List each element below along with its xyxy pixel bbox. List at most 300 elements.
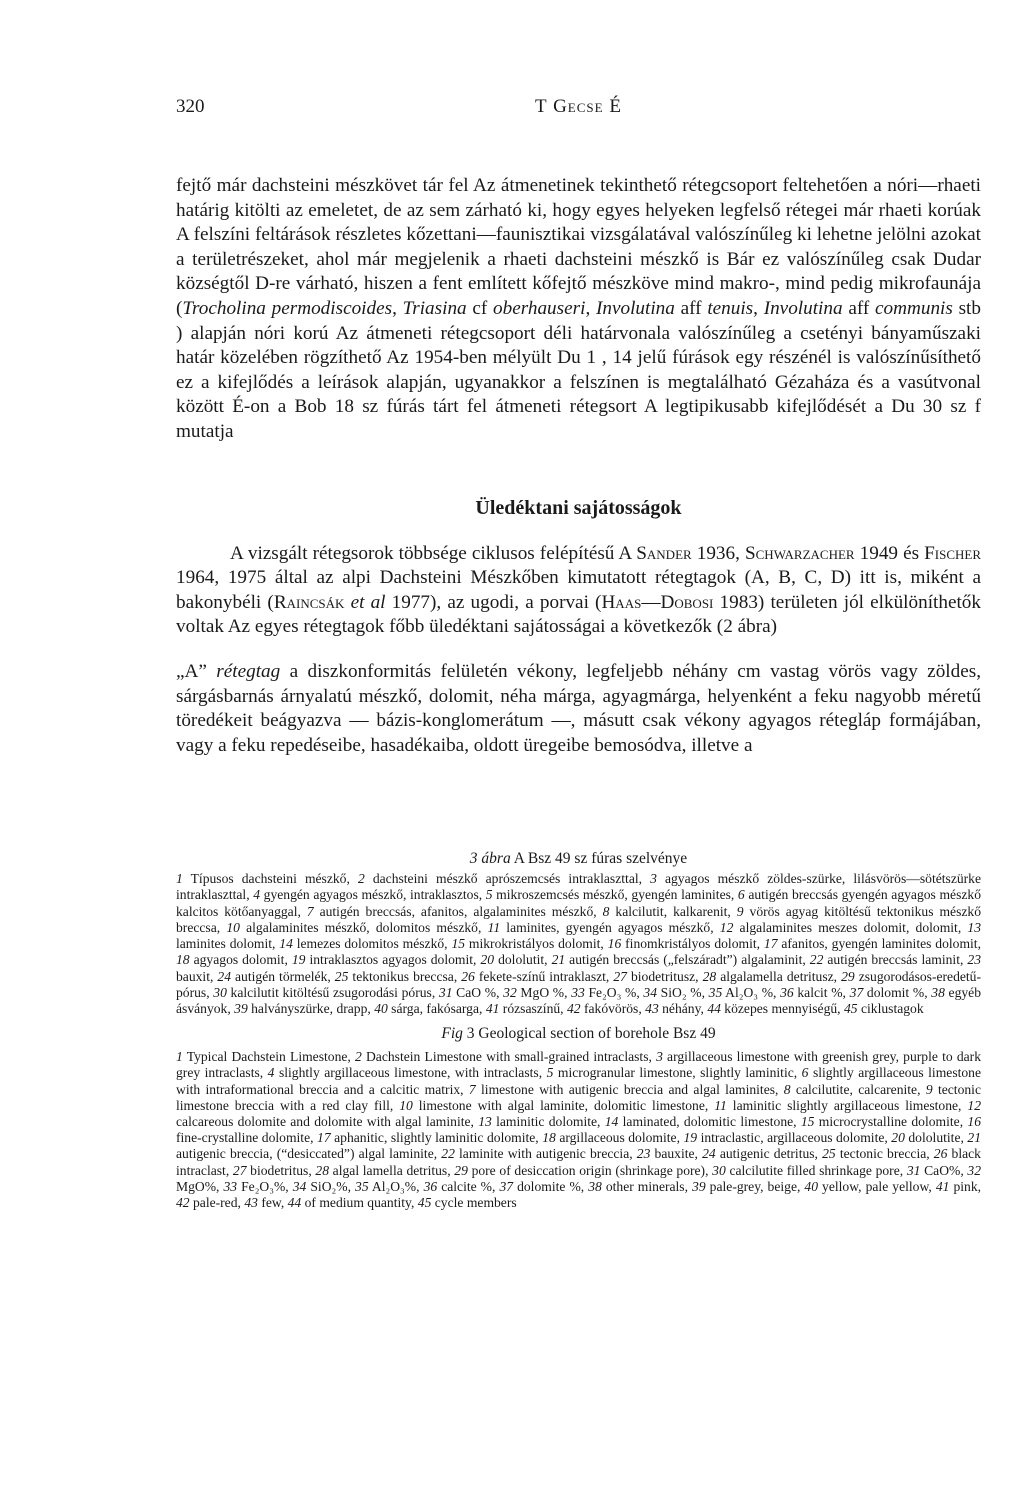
- legend-text: biodetritusz,: [626, 968, 703, 984]
- legend-item: [552, 952, 810, 967]
- legend-number: 38: [931, 984, 945, 1000]
- legend-text: intraclastic, argillaceous dolomite,: [697, 1130, 892, 1146]
- fossil-name: Trocholina permodiscoides: [182, 297, 393, 319]
- legend-text: pore of desiccation origin (shrinkage pore),: [467, 1162, 713, 1178]
- legend-text: halványszürke, drapp,: [247, 1000, 375, 1016]
- legend-item: [213, 985, 439, 1000]
- legend-item: [234, 1001, 374, 1016]
- legend-text: algalamella detritusz,: [716, 968, 842, 984]
- legend-number: 43: [645, 1000, 659, 1016]
- legend-item: [176, 1049, 355, 1064]
- legend-item: [547, 1065, 802, 1080]
- legend-number: 41: [935, 1178, 950, 1194]
- paragraph1-text: fejtő már dachsteini mészkövet tár fel Az átmenetinek tekinthető rétegcsoport feltehetően a nóri—rhaeti határig kitölti az emeletet, de az sem zárható ki, hogy egyes helyeken legfelső rétegei már rhaeti korúak A felszíni feltárások részletes kőzettani—faunisztikai vizsgálatával valószínűleg ki lehetne jelölni azokat a területrészeket, ahol már megjelenik a rhaeti dachsteini mészkő is Bár ez valószínűleg csak Dudar községtől D-re várható, hiszen a fent említett kőfejtő mészköve mind makro-, mind pedig mikrofaunája (: [176, 175, 981, 319]
- legend-number: 21: [967, 1130, 981, 1146]
- legend-text: agyagos dolomit,: [189, 952, 292, 968]
- legend-text: laminites dolomit,: [176, 936, 280, 952]
- legend-text: SiO₂ %,: [657, 984, 709, 1000]
- legend-number: 45: [843, 1000, 858, 1016]
- p2-text-6: 1977), az ugodi, a porvai (: [385, 591, 602, 613]
- legend-number: 1: [176, 871, 183, 887]
- legend-text: microcrystalline dolomite,: [814, 1113, 968, 1129]
- legend-number: 39: [692, 1178, 706, 1194]
- legend-item: [844, 1001, 924, 1016]
- legend-number: 23: [967, 952, 981, 968]
- legend-item: [637, 1146, 702, 1161]
- paragraph-cyclic-sequences: [176, 542, 981, 640]
- author-name: Gecse: [553, 96, 604, 117]
- legend-item: [613, 969, 702, 984]
- legend-text: autigén törmelék,: [231, 968, 335, 984]
- legend-number: 43: [244, 1194, 258, 1210]
- legend-item: [244, 1195, 287, 1210]
- legend-item: [605, 1114, 801, 1129]
- legend-text: Típusos dachsteini mészkő,: [182, 871, 358, 887]
- legend-text: Dachstein Limestone with small-grained intraclasts,: [361, 1049, 657, 1065]
- legend-number: 20: [891, 1130, 905, 1146]
- legend-text: cycle members: [431, 1194, 517, 1210]
- legend-text: Fe₂O₃ %,: [584, 984, 644, 1000]
- legend-number: 15: [800, 1113, 815, 1129]
- legend-text: Typical Dachstein Limestone,: [182, 1049, 355, 1065]
- legend-item: [764, 936, 981, 951]
- legend-text: dololutit,: [494, 952, 552, 968]
- legend-item: [469, 1082, 784, 1097]
- fossil-separator: ,: [753, 297, 764, 319]
- legend-item: [315, 1163, 454, 1178]
- page: [176, 96, 981, 1211]
- legend-item: [399, 1098, 714, 1113]
- legend-item: [176, 952, 292, 967]
- legend-number: 39: [234, 1000, 248, 1016]
- figure-caption-english: [176, 1025, 981, 1043]
- legend-item: [374, 1001, 486, 1016]
- legend-item: [279, 936, 451, 951]
- legend-number: 14: [279, 936, 293, 952]
- legend-number: 31: [438, 984, 453, 1000]
- fossil-separator: aff: [674, 297, 708, 319]
- legend-english: [176, 1049, 981, 1211]
- fossil-name: Involutina: [595, 297, 675, 319]
- legend-item: [418, 1195, 517, 1210]
- legend-number: 37: [849, 984, 864, 1000]
- legend-item: [709, 985, 780, 1000]
- legend-item: [461, 969, 613, 984]
- legend-text: egyéb ásványok,: [176, 984, 981, 1016]
- legend-text: Al₂O₃%,: [368, 1178, 424, 1194]
- legend-number: 19: [291, 952, 306, 968]
- figure-caption-text: A Bsz 49 sz fúras szelvénye: [510, 850, 688, 868]
- legend-text: microgranular limestone, slightly laminitic,: [553, 1065, 802, 1081]
- legend-number: 36: [423, 1178, 438, 1194]
- legend-text: fine-crystalline dolomite,: [176, 1130, 318, 1146]
- legend-item: [542, 1130, 683, 1145]
- legend-item: [645, 1001, 707, 1016]
- legend-number: 16: [607, 936, 622, 952]
- legend-text: zsugorodásos-eredetű-pórus,: [176, 968, 982, 1000]
- legend-text: finomkristályos dolomit,: [621, 936, 764, 952]
- legend-number: 18: [176, 952, 190, 968]
- legend-item: [571, 985, 643, 1000]
- legend-item: [233, 1163, 316, 1178]
- legend-item: [307, 904, 603, 919]
- legend-text: laminite with autigenic breccia,: [454, 1146, 637, 1162]
- legend-text: dolomit %,: [863, 984, 932, 1000]
- legend-number: 41: [485, 1000, 500, 1016]
- legend-text: Fe₂O₃%,: [237, 1178, 293, 1194]
- legend-item: [480, 952, 551, 967]
- legend-number: 24: [217, 968, 231, 984]
- p2-text-8: 1983) területen jól elkülöníthetők voltak Az egyes rétegtagok főbb üledéktani sajátosságai a következők (2 ábra): [176, 591, 981, 638]
- legend-item: [441, 1146, 637, 1161]
- legend-text: biodetritus,: [246, 1162, 316, 1178]
- author-haas: Haas: [601, 591, 642, 613]
- running-title: [176, 96, 981, 118]
- legend-item: [439, 985, 503, 1000]
- legend-number: 36: [780, 984, 794, 1000]
- legend-item: [567, 1001, 645, 1016]
- legend-item: [810, 952, 968, 967]
- legend-text: algalaminites mészkő, dolomitos mészkő,: [239, 919, 488, 935]
- figure-caption-en-text: 3 Geological section of borehole Bsz 49: [462, 1025, 716, 1043]
- legend-item: [720, 920, 968, 935]
- legend-text: few,: [257, 1194, 288, 1210]
- legend-text: mikrokristályos dolomit,: [465, 936, 608, 952]
- legend-item: [780, 985, 850, 1000]
- legend-text: autigén breccsás, afanitos, algalaminites mészkő,: [313, 903, 603, 919]
- legend-number: 13: [967, 919, 981, 935]
- legend-item: [707, 1001, 844, 1016]
- legend-item: [891, 1130, 967, 1145]
- fossil-separator: cf: [466, 297, 494, 319]
- legend-item: [226, 920, 487, 935]
- p2-text-2: 1936,: [691, 542, 745, 564]
- legend-number: 20: [480, 952, 495, 968]
- legend-text: limestone with autigenic breccia and algal laminites,: [475, 1081, 784, 1097]
- legend-text: black intraclast,: [176, 1146, 981, 1178]
- legend-text: ciklustagok: [857, 1000, 924, 1016]
- legend-number: 24: [702, 1146, 716, 1162]
- legend-item: [451, 936, 607, 951]
- legend-number: 4: [267, 1065, 275, 1081]
- legend-text: vörös agyag kitöltésű tektonikus mészkő breccsa,: [176, 903, 981, 935]
- legend-item: [714, 1098, 967, 1113]
- legend-item: [478, 1114, 605, 1129]
- legend-text: fakóvörös,: [580, 1000, 646, 1016]
- author-raincsak: Raincsák: [273, 591, 345, 613]
- legend-item: [683, 1130, 891, 1145]
- legend-number: 4: [253, 887, 261, 903]
- paragraph-member-a: [176, 660, 981, 758]
- fossil-name: Involutina: [763, 297, 843, 319]
- legend-item: [588, 1179, 692, 1194]
- legend-number: 44: [287, 1194, 302, 1210]
- legend-item: [907, 1163, 968, 1178]
- legend-text: autigén breccsás („felszáradt”) algalaminit,: [565, 952, 810, 968]
- legend-item: [499, 1179, 588, 1194]
- legend-text: fekete-színű intraklaszt,: [474, 968, 614, 984]
- legend-number: 22: [809, 952, 824, 968]
- legend-item: [703, 969, 842, 984]
- legend-text: autigén breccsás gyengén agyagos mészkő kalcitos kötőanyaggal,: [176, 887, 981, 919]
- legend-number: 33: [223, 1178, 238, 1194]
- legend-number: 25: [334, 968, 349, 984]
- legend-number: 22: [441, 1146, 455, 1162]
- fossil-name: Triasina: [402, 297, 467, 319]
- legend-number: 40: [804, 1178, 819, 1194]
- legend-number: 44: [707, 1000, 721, 1016]
- legend-number: 32: [503, 984, 517, 1000]
- legend-text: MgO%,: [176, 1178, 224, 1194]
- legend-text: tectonic breccia,: [835, 1146, 934, 1162]
- legend-number: 32: [967, 1162, 982, 1178]
- legend-text: dolomite %,: [513, 1178, 589, 1194]
- legend-item: [355, 1179, 424, 1194]
- legend-text: CaO %,: [452, 984, 504, 1000]
- legend-number: 38: [588, 1178, 602, 1194]
- legend-item: [293, 1179, 355, 1194]
- member-a-description: a diszkonformitás felületén vékony, legfeljebb néhány cm vastag vörös vagy zöldes, sárgásbarnás árnyalatú mészkő, dolomit, néha márga, agyagmárga, helyenként a feku nagyobb méretű töredékeit beágyazva — bázis-konglomerátum —, másutt csak vékony agyagos rétegláp formájában, vagy a feku repedéseibe, hasadékaiba, oldott üregeibe bemosódva, illetve a: [176, 660, 981, 756]
- legend-number: 25: [822, 1146, 836, 1162]
- legend-number: 19: [683, 1130, 698, 1146]
- legend-number: 27: [613, 968, 627, 984]
- legend-number: 37: [499, 1178, 514, 1194]
- legend-number: 26: [461, 968, 475, 984]
- legend-text: slightly argillaceous limestone with intraformational breccia and a calcitic matrix,: [176, 1065, 982, 1097]
- legend-text: other minerals,: [601, 1178, 693, 1194]
- legend-number: 2: [357, 871, 365, 887]
- legend-text: autigenic detritus,: [715, 1146, 823, 1162]
- legend-text: slightly argillaceous limestone, with intraclasts,: [274, 1065, 547, 1081]
- legend-number: 40: [374, 1000, 388, 1016]
- legend-number: 17: [317, 1130, 331, 1146]
- legend-text: rózsaszínű,: [499, 1000, 567, 1016]
- legend-item: [936, 1179, 981, 1194]
- legend-text: calcareous dolomite and dolomite with algal laminite,: [176, 1113, 479, 1129]
- page-number: 320: [176, 96, 205, 117]
- fossil-list: [182, 298, 952, 319]
- legend-text: autigenic breccia, (“desiccated”) algal laminite,: [176, 1146, 442, 1162]
- legend-item: [850, 985, 932, 1000]
- member-term: rétegtag: [216, 660, 281, 682]
- legend-number: 30: [213, 984, 227, 1000]
- et-al: et al: [350, 591, 386, 613]
- legend-text: agyagos mészkő zöldes-szürke, lilásvörös—sötétszürke intraklaszttal,: [176, 871, 982, 903]
- legend-text: kalcit %,: [793, 984, 850, 1000]
- legend-item: [804, 1179, 935, 1194]
- legend-number: 16: [967, 1113, 981, 1129]
- legend-number: 11: [714, 1097, 727, 1113]
- legend-item: [253, 887, 486, 902]
- legend-text: aphanitic, slightly laminitic dolomite,: [330, 1130, 543, 1146]
- legend-item: [692, 1179, 804, 1194]
- legend-number: 12: [719, 919, 734, 935]
- p2-text-7: —: [641, 591, 661, 613]
- legend-number: 8: [602, 903, 610, 919]
- legend-number: 8: [783, 1081, 791, 1097]
- figure-number: 3: [469, 850, 478, 868]
- legend-text: autigén breccsás laminit,: [823, 952, 968, 968]
- legend-item: [335, 969, 461, 984]
- legend-text: laminitic slightly argillaceous limestone,: [726, 1097, 968, 1113]
- legend-text: MgO %,: [516, 984, 572, 1000]
- legend-item: [702, 1146, 822, 1161]
- legend-number: 7: [468, 1081, 476, 1097]
- legend-text: Al₂O₃ %,: [722, 984, 781, 1000]
- legend-item: [223, 1179, 292, 1194]
- fig-word: Fig: [441, 1025, 463, 1043]
- p2-text-4: 1964, 1975 által az alpi Dachsteini Mészkőben kimutatott rétegtagok (A, B, C, D) itt is, miként a bakonybéli (: [176, 567, 981, 613]
- legend-number: 42: [176, 1194, 190, 1210]
- legend-text: SiO₂%,: [306, 1178, 356, 1194]
- legend-item: [643, 985, 708, 1000]
- legend-item: [486, 1001, 567, 1016]
- legend-text: dololutite,: [904, 1130, 968, 1146]
- legend-number: 10: [226, 919, 240, 935]
- legend-item: [424, 1179, 500, 1194]
- legend-text: lemezes dolomitos mészkő,: [292, 936, 452, 952]
- legend-text: laminites, gyengén agyagos mészkő,: [500, 919, 720, 935]
- legend-number: 34: [292, 1178, 307, 1194]
- legend-number: 2: [355, 1049, 362, 1065]
- legend-number: 17: [763, 936, 778, 952]
- legend-number: 15: [451, 936, 466, 952]
- legend-item: [608, 936, 764, 951]
- legend-text: tectonic limestone breccia with a red clay fill,: [176, 1081, 981, 1113]
- legend-number: 1: [176, 1049, 183, 1065]
- author-initial: T: [535, 96, 548, 117]
- legend-item: [288, 1195, 418, 1210]
- legend-number: 9: [736, 903, 744, 919]
- legend-item: [317, 1130, 542, 1145]
- legend-item: [268, 1065, 547, 1080]
- legend-item: [454, 1163, 712, 1178]
- member-a-label: „A”: [176, 660, 217, 682]
- legend-text: közepes mennyiségű,: [720, 1000, 844, 1016]
- legend-text: sárga, fakósarga,: [387, 1000, 486, 1016]
- legend-number: 6: [737, 887, 745, 903]
- legend-number: 33: [571, 984, 585, 1000]
- legend-text: pink,: [949, 1178, 982, 1194]
- legend-text: gyengén agyagos mészkő, intraklasztos,: [260, 887, 486, 903]
- fossil-separator: ,: [392, 297, 403, 319]
- legend-number: 13: [478, 1113, 492, 1129]
- paragraph1-end: stb ) alapján nóri korú Az átmeneti rétegcsoport déli határvonala valószínűleg a csetényi bányaműszaki határ közelében rögzíthető Az 1954-ben mélyült Du 1 , 14 jelű fúrások egy részénél is valószínűsíthető ez a kifejlődés a leírások alapján, ugyanakkor a felszínen is megtalálható Gézaháza és a vasútvonal között É-on a Bob 18 sz fúrás tárt fel átmeneti rétegsort A legtipikusabb kifejlődését a Du 30 sz f mutatja: [176, 297, 981, 442]
- legend-number: 35: [355, 1178, 369, 1194]
- author-sander: Sander: [636, 542, 692, 564]
- legend-item: [217, 969, 334, 984]
- legend-text: intraklasztos agyagos dolomit,: [305, 952, 481, 968]
- legend-number: 18: [542, 1130, 556, 1146]
- legend-number: 10: [399, 1097, 413, 1113]
- legend-text: kalcilutit kitöltésű zsugorodási pórus,: [226, 984, 439, 1000]
- legend-item: [603, 904, 737, 919]
- legend-number: 45: [417, 1194, 432, 1210]
- legend-text: limestone with algal laminite, dolomitic limestone,: [412, 1097, 715, 1113]
- legend-text: pale-red,: [189, 1194, 245, 1210]
- author-schwarzacher: Schwarzacher: [744, 542, 855, 564]
- legend-item: [176, 1195, 244, 1210]
- legend-item: [822, 1146, 934, 1161]
- legend-number: 7: [306, 903, 314, 919]
- figure-gap: [176, 758, 981, 850]
- legend-text: algal lamella detritus,: [329, 1162, 455, 1178]
- legend-text: calcilutite filled shrinkage pore,: [725, 1162, 907, 1178]
- legend-item: [712, 1163, 907, 1178]
- legend-text: néhány,: [658, 1000, 708, 1016]
- legend-hungarian: [176, 871, 981, 1017]
- legend-item: [801, 1114, 968, 1129]
- legend-text: bauxite,: [650, 1146, 703, 1162]
- fossil-separator: ,: [585, 297, 596, 319]
- legend-item: [488, 920, 720, 935]
- legend-text: calcilutite, calcarenite,: [790, 1081, 926, 1097]
- legend-number: 5: [546, 1065, 554, 1081]
- legend-text: afanitos, gyengén laminites dolomit,: [777, 936, 981, 952]
- figure-word: ábra: [481, 850, 511, 868]
- fossil-name: communis: [875, 297, 953, 319]
- author-fischer: Fischer: [924, 542, 982, 564]
- legend-item: [176, 871, 358, 886]
- legend-number: 28: [315, 1162, 329, 1178]
- legend-number: 12: [967, 1097, 981, 1113]
- legend-number: 31: [906, 1162, 921, 1178]
- fossil-separator: aff: [842, 297, 876, 319]
- section-title: Üledéktani sajátosságok: [475, 496, 682, 519]
- legend-text: CaO%,: [920, 1162, 968, 1178]
- legend-number: 27: [232, 1162, 247, 1178]
- legend-text: tektonikus breccsa,: [348, 968, 462, 984]
- legend-item: [503, 985, 571, 1000]
- author-suffix: É: [609, 96, 622, 117]
- legend-text: mikroszemcsés mészkő, gyengén laminites,: [492, 887, 738, 903]
- author-dobosi: Dobosi: [660, 591, 714, 613]
- legend-number: 42: [566, 1000, 581, 1016]
- legend-text: yellow, pale yellow,: [818, 1178, 936, 1194]
- legend-item: [355, 1049, 656, 1064]
- legend-text: of medium quantity,: [301, 1194, 418, 1210]
- legend-text: kalcilutit, kalkarenit,: [609, 903, 737, 919]
- p2-text-3: 1949 és: [854, 542, 925, 564]
- paragraph-transition-group: [176, 174, 981, 445]
- figure-caption-hungarian: [176, 850, 981, 868]
- legend-item: [292, 952, 481, 967]
- legend-number: 35: [708, 984, 723, 1000]
- legend-number: 6: [801, 1065, 809, 1081]
- legend-number: 23: [636, 1146, 651, 1162]
- legend-number: 34: [643, 984, 658, 1000]
- legend-number: 30: [712, 1162, 726, 1178]
- legend-number: 26: [933, 1146, 948, 1162]
- legend-text: argillaceous limestone with greenish grey, purple to dark grey intraclasts,: [176, 1049, 981, 1081]
- legend-text: calcite %,: [437, 1178, 500, 1194]
- legend-text: algalaminites meszes dolomit, dolomit,: [733, 919, 968, 935]
- legend-text: laminated, dolomitic limestone,: [618, 1113, 801, 1129]
- legend-number: 3: [650, 871, 657, 887]
- fossil-name: oberhauseri: [493, 297, 586, 319]
- legend-text: argillaceous dolomite,: [555, 1130, 684, 1146]
- p2-text-1: A vizsgált rétegsorok többsége ciklusos felépítésű A: [230, 542, 637, 564]
- legend-item: [784, 1082, 926, 1097]
- legend-item: [486, 887, 738, 902]
- fossil-name: tenuis: [707, 297, 754, 319]
- legend-text: laminitic dolomite,: [491, 1113, 605, 1129]
- legend-text: bauxit,: [176, 968, 218, 984]
- legend-number: 5: [485, 887, 493, 903]
- running-header: [176, 96, 981, 136]
- legend-number: 21: [551, 952, 566, 968]
- legend-number: 11: [487, 919, 501, 935]
